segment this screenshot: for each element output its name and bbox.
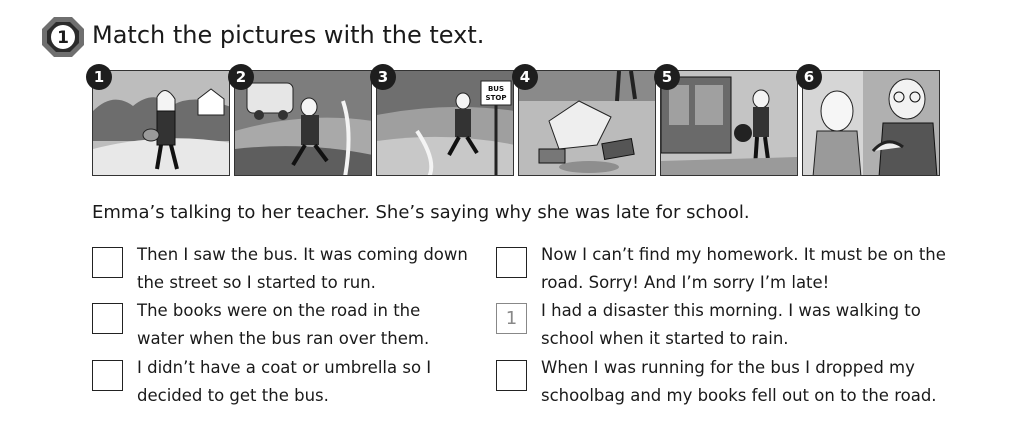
- item-line-2: school when it started to rain.: [541, 329, 789, 348]
- answer-box[interactable]: [92, 360, 123, 391]
- books-on-road-icon: [518, 70, 656, 176]
- item-text: [137, 241, 468, 297]
- exercise-number: 1: [57, 28, 69, 48]
- match-item: [92, 241, 492, 297]
- exercise-number-badge: [40, 14, 86, 60]
- item-text: [541, 297, 921, 353]
- item-line-1: Now I can’t find my homework. It must be on the: [541, 245, 946, 264]
- svg-text:BUS: BUS: [487, 85, 505, 93]
- picture-number: 2: [228, 64, 254, 90]
- item-line-2: road. Sorry! And I’m sorry I’m late!: [541, 273, 830, 292]
- picture-6: [796, 64, 942, 178]
- picture-1: [86, 64, 232, 178]
- item-line-1: I didn’t have a coat or umbrella so I: [137, 358, 432, 377]
- answer-box[interactable]: [92, 303, 123, 334]
- item-text: [137, 354, 431, 410]
- picture-number: 1: [86, 64, 112, 90]
- girl-running-bus-stop-icon: [376, 70, 514, 176]
- item-line-1: The books were on the road in the: [137, 301, 421, 320]
- answer-box[interactable]: [496, 360, 527, 391]
- match-item: [92, 297, 492, 353]
- match-item: [496, 354, 966, 410]
- intro-text: Emma’s talking to her teacher. She’s saying why she was late for school.: [92, 202, 750, 223]
- item-line-2: schoolbag and my books fell out on to the road.: [541, 386, 937, 405]
- picture-5: [654, 64, 800, 178]
- answer-box[interactable]: [496, 247, 527, 278]
- item-line-1: Then I saw the bus. It was coming down: [137, 245, 468, 264]
- match-item: [496, 241, 966, 297]
- answer-box[interactable]: 1: [496, 303, 527, 334]
- girl-talking-teacher-icon: [802, 70, 940, 176]
- answer-box[interactable]: [92, 247, 123, 278]
- picture-2: [228, 64, 374, 178]
- item-line-1: When I was running for the bus I dropped my: [541, 358, 915, 377]
- item-text: [541, 354, 937, 410]
- item-line-1: I had a disaster this morning. I was walking to: [541, 301, 921, 320]
- item-line-2: the street so I started to run.: [137, 273, 376, 292]
- picture-number: 3: [370, 64, 396, 90]
- picture-4: [512, 64, 658, 178]
- girl-running-rain-icon: [234, 70, 372, 176]
- bus-over-books-icon: [660, 70, 798, 176]
- match-item: [92, 354, 492, 410]
- picture-3: [370, 64, 516, 178]
- item-line-2: decided to get the bus.: [137, 386, 329, 405]
- picture-number: 5: [654, 64, 680, 90]
- item-text: [541, 241, 946, 297]
- item-line-2: water when the bus ran over them.: [137, 329, 430, 348]
- picture-number: 4: [512, 64, 538, 90]
- exercise-title: Match the pictures with the text.: [92, 21, 485, 49]
- item-text: [137, 297, 429, 353]
- girl-walking-icon: [92, 70, 230, 176]
- picture-number: 6: [796, 64, 822, 90]
- match-item: [496, 297, 966, 353]
- svg-text:STOP: STOP: [485, 94, 507, 102]
